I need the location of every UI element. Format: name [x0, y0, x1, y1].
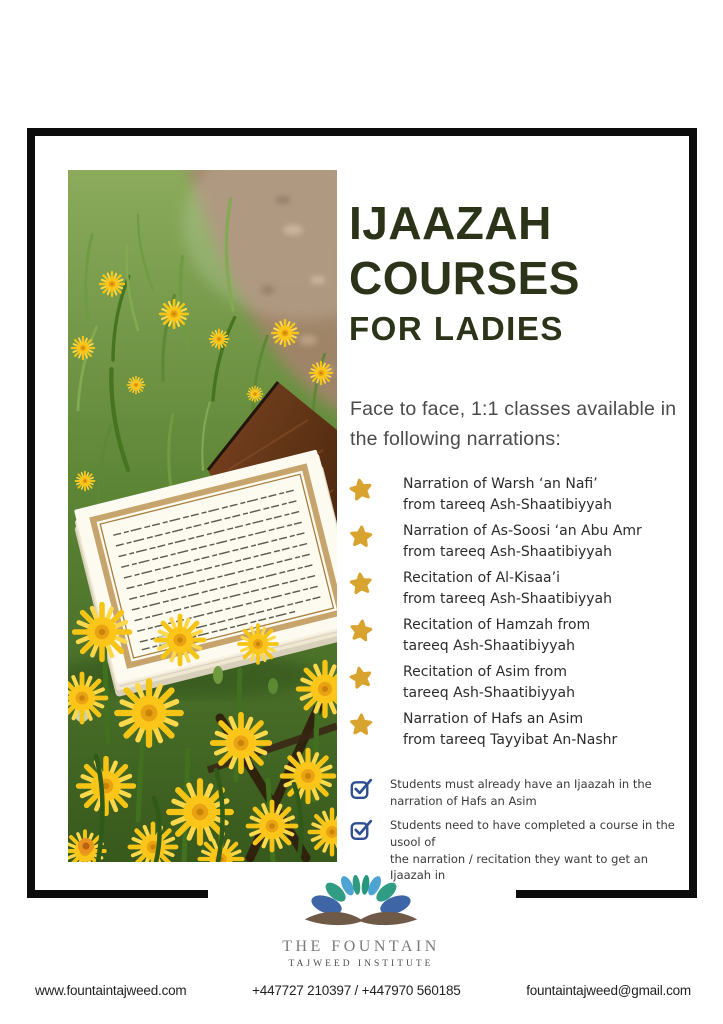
- narration-text: [403, 615, 590, 657]
- footer: [0, 983, 723, 998]
- narration-text: [403, 521, 642, 563]
- narration-text-line2: from tareeq Tayyibat An-Nashr: [403, 732, 618, 748]
- star-icon: [349, 572, 373, 596]
- narration-text: [403, 474, 612, 516]
- star-icon: [349, 525, 373, 549]
- footer-email: fountaintajweed@gmail.com: [526, 983, 691, 998]
- footer-phone: +447727 210397 / +447970 560185: [252, 983, 461, 998]
- narration-list: [349, 474, 685, 756]
- requirement-text-line2: narration of Hafs an Asim: [390, 793, 537, 808]
- narration-text-line1: Recitation of Asim from: [403, 664, 568, 680]
- institute-logo: [241, 874, 481, 969]
- requirement-item: [350, 776, 680, 809]
- narration-text: [403, 709, 617, 751]
- fountain-book-icon: [295, 874, 427, 932]
- star-icon: [349, 666, 373, 690]
- narration-text: [403, 568, 612, 610]
- requirement-text-line1: Students must already have an Ijaazah in the: [390, 777, 652, 791]
- quran-meadow-illustration: [68, 170, 337, 862]
- narration-text-line1: Recitation of Hamzah from: [403, 617, 591, 633]
- narration-item: [349, 709, 685, 751]
- narration-item: [349, 474, 685, 516]
- star-icon: [349, 713, 373, 737]
- narration-text-line2: tareeq Ash-Shaatibiyyah: [403, 685, 575, 701]
- narration-text-line1: Recitation of Al-Kisaa’i: [403, 570, 560, 586]
- checkbox-checked-icon: [350, 777, 373, 800]
- footer-website: www.fountaintajweed.com: [35, 983, 187, 998]
- narration-text-line1: Narration of As-Soosi ‘an Abu Amr: [403, 523, 642, 539]
- requirement-text-line1: Students need to have completed a course in the usool of: [390, 818, 675, 850]
- narration-text: [403, 662, 575, 704]
- narration-item: [349, 615, 685, 657]
- narration-text-line2: from tareeq Ash-Shaatibiyyah: [403, 497, 613, 513]
- star-icon: [349, 478, 373, 502]
- headline-line1: IJAAZAH: [349, 197, 552, 249]
- headline-line2: COURSES: [349, 252, 580, 304]
- requirement-text-line2: the narration / recitation they want to get an Ijaazah in: [390, 851, 649, 883]
- requirement-text: [390, 776, 652, 809]
- intro-text: Face to face, 1:1 classes available in the following narrations:: [350, 398, 677, 451]
- narration-item: [349, 662, 685, 704]
- narration-text-line1: Narration of Hafs an Asim: [403, 711, 584, 727]
- checkbox-checked-icon: [350, 818, 373, 841]
- logo-name: THE FOUNTAIN: [282, 938, 440, 955]
- narration-item: [349, 521, 685, 563]
- star-icon: [349, 619, 373, 643]
- narration-text-line1: Narration of Warsh ‘an Nafi’: [403, 476, 598, 492]
- narration-text-line2: tareeq Ash-Shaatibiyyah: [403, 638, 575, 654]
- narration-text-line2: from tareeq Ash-Shaatibiyyah: [403, 591, 613, 607]
- logo-subtitle: TAJWEED INSTITUTE: [288, 959, 434, 969]
- quran-meadow-photo: [68, 170, 337, 862]
- headline-line3: FOR LADIES: [349, 310, 564, 347]
- headline: [349, 196, 580, 352]
- narration-text-line2: from tareeq Ash-Shaatibiyyah: [403, 544, 613, 560]
- narration-item: [349, 568, 685, 610]
